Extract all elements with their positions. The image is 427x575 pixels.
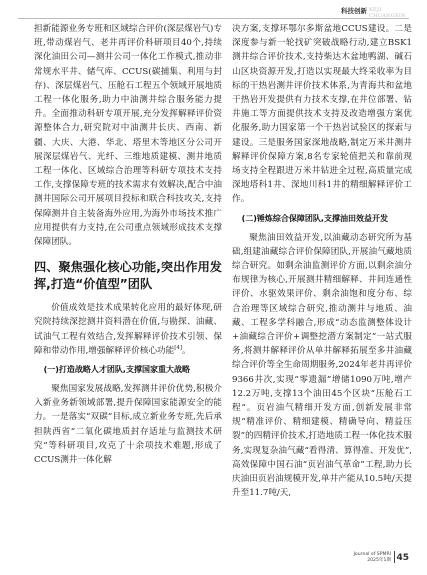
section-tag: 科技创新 <box>341 7 367 15</box>
header-rule <box>18 18 409 19</box>
section-subtitle: KEJI CHUANGXIN <box>369 7 406 19</box>
paragraph: 聚焦油田效益开发,以油藏动态研究所为基础,组建油藏综合评价保障团队,开展油气藏地质综合研究。如剩余油监测评价方面,以剩余油分布规律为核心,开展测井精细解释、井间连通性评价、水驱效果评价、剩余油饱和度分布、综合治理等区域综合研究,推动测井与地质、油藏、工程多学科融合,形成“动态监测整体设计+油藏综合评价+调整挖潜方案制定”一站式服务,将测井解释评价从单井解释拓展至多井油藏综合评价等全生命周期服务,2024年老井再评价9366井次,实现“零遗漏”增储1090万吨,增产12.2万吨,支撑13个油田45个区块“压舱石工程”。页岩油气精细开发方面,创新发展非常规“精准评价、精细建模、精确导向、精益压裂”的四精评价技术,打造地质工程一体化技术服务,实现复杂油气藏“看得清、算得准、开发优”,高效保障中国石油“页岩油气革命”工程,助力长庆油田页岩油规模开发,单井产能从10.5吨/天提升至11.7吨/天, <box>232 232 412 499</box>
paragraph-end: 。 <box>182 345 191 356</box>
left-column <box>34 22 222 467</box>
section-heading: 四、聚焦强化核心功能,突出作用发挥,打造“价值型”团队 <box>34 260 222 292</box>
paragraph: 决方案,支撑环鄂尔多斯盆地CCUS建设。二是深度参与新一轮找矿突破战略行动,建立BSK1测井综合评价技术,支持柴达木盆地鸭湖、碱石山区块资源开发,打造以实现最大终采收率为目标的干热岩测井评价技术体系,为青海共和盆地干热岩开发提供有力技术支撑,在井位部署、钻井施工等方面提供技术支持及改造增强方案优化服务,助力国家第一个干热岩试验区的探索与建设。三是服务国家深地战略,制定万米井测井解释评价保障方案,8名专家轮值把关和靠前现场支持全程跟进万米井钻进全过程,高质量完成深地塔科1井、深地川科1井的精细解释评价工作。 <box>232 24 412 205</box>
footer-divider <box>394 551 395 563</box>
reference-mark: [4] <box>174 345 183 351</box>
page-header <box>0 0 427 18</box>
paragraph <box>34 301 222 358</box>
paragraph-text: 价值成效是技术成果转化应用的最好体现,研究院持续深挖测井资料潜在价值,与勘探、油藏、试油气工程有效结合,发挥解释评价技术引领、保障和带动作用,增强解释评价核心功能 <box>34 303 222 356</box>
right-column <box>232 22 412 501</box>
page-number: 45 <box>396 553 409 563</box>
journal-name: Journal of SPMRI <box>353 552 391 557</box>
journal-issue: 2025年1期 <box>367 557 391 563</box>
paragraph: 担新能源业务专班和区域综合评价(深层煤岩气)专班,带动煤岩气、老井再评价科研项目40个,持续深化油田公司—测井公司一体化工作模式,推动非常规水平井、储气库、CCUS(碳捕集、利用与封存)、深层煤岩气、压舱石工程五个领域开展地质工程一体化服务,助力中油测井综合服务能力提升。全面推动科研专项开展,充分发挥解释评价资源整体合力,研究院对中油测井长庆、西南、新疆、大庆、大港、华北、塔里木等地区分公司开展深层煤岩气、光纤、三维地质建模、测井地质工程一体化、区域综合治理等科研专项技术支持工作,支撑保障专班的技术需求有效解决,配合中油测井国际公司开展项目投标和联合科技攻关,支持保障测井自主装备海外应用,为海外市场技术推广应用提供有力支持,在公司重点领域形成技术支撑保障团队。 <box>34 24 222 248</box>
paragraph: 聚焦国家发展战略,发挥测井评价优势,积极介入新业务新领域部署,提升保障国家能源安全的能力。一是落实“双碳”目标,成立新业务专班,先后承担陕西省“二氧化碳地质封存适址与监测技术研究”等科研项目,攻克了十余项技术难题,形成了CCUS测井一体化解 <box>34 384 222 466</box>
subsection-heading: (一)打造战略人才团队,支撑国家重大战略 <box>43 365 190 375</box>
journal-info <box>354 552 391 563</box>
subsection-heading: (二)锤炼综合保障团队,支撑油田效益开发 <box>241 213 388 223</box>
